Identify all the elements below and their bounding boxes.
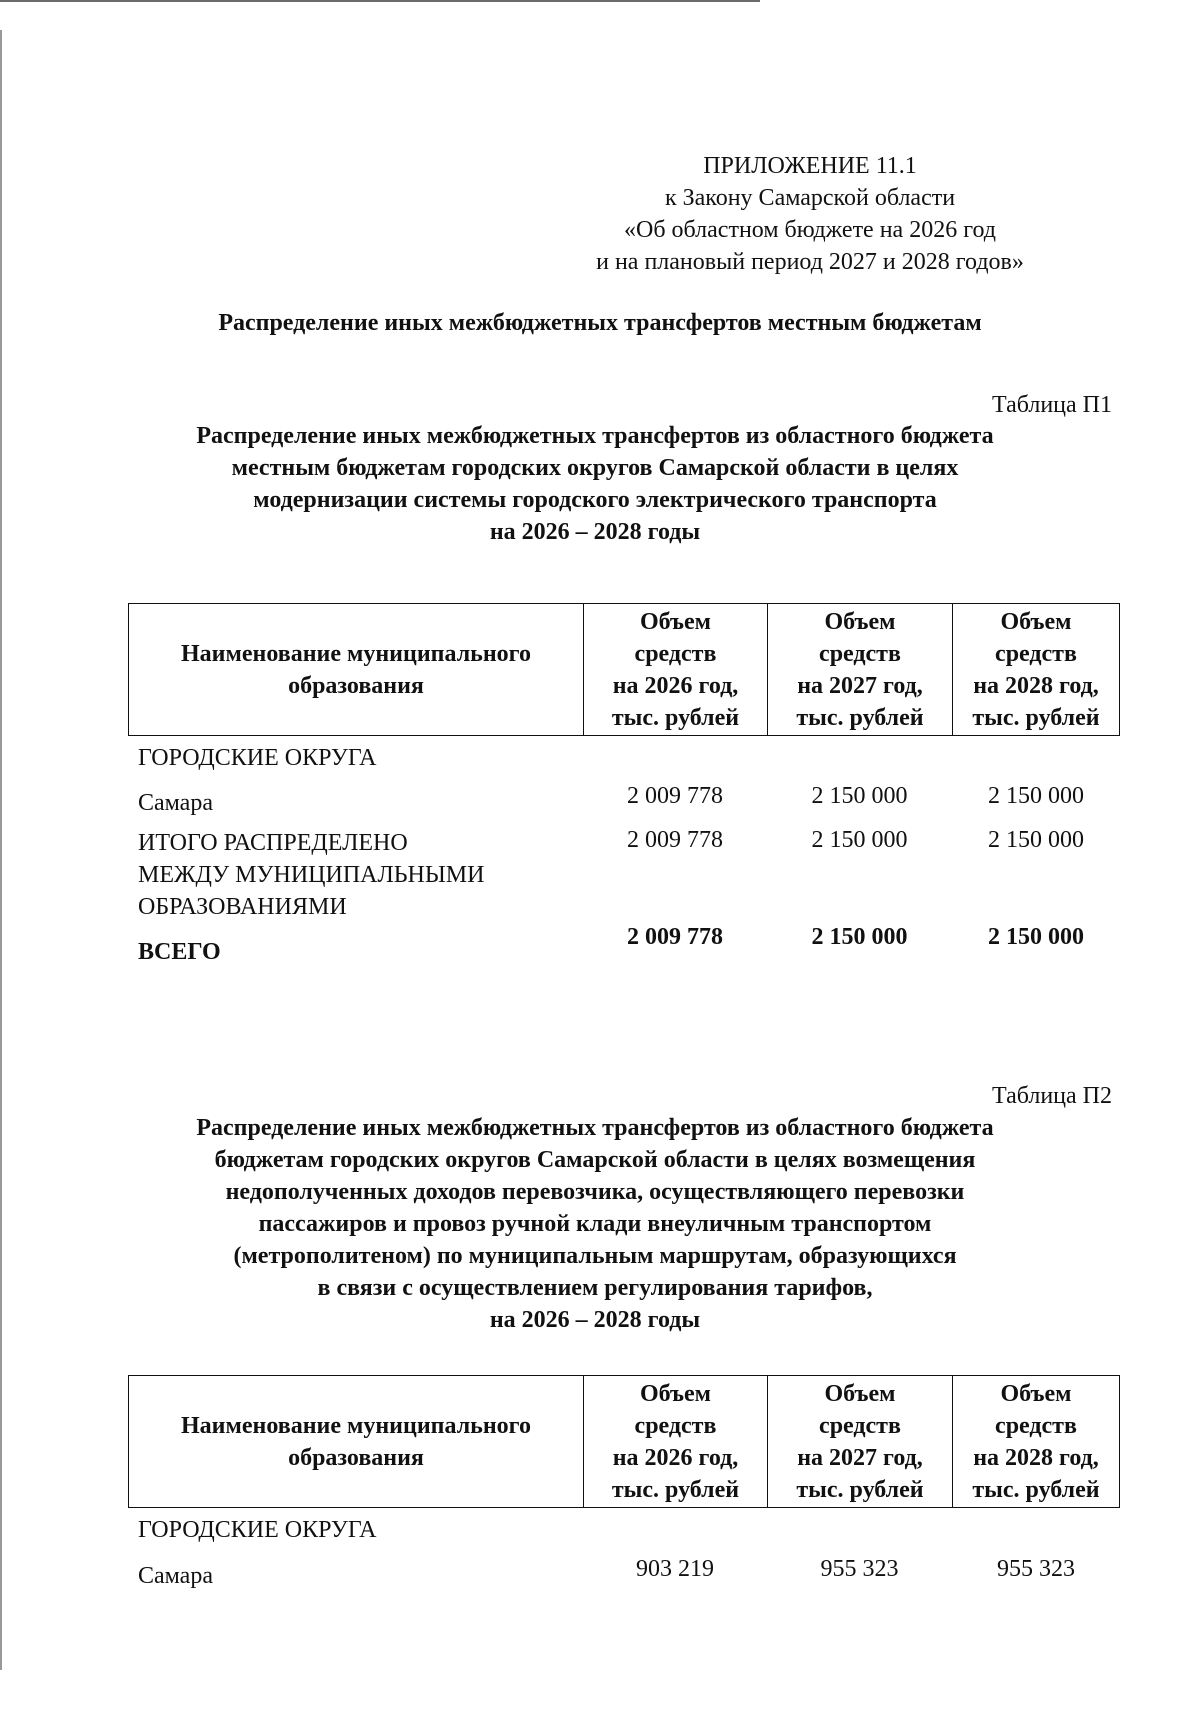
table-cell-2026-total: 2 009 778	[627, 924, 723, 950]
table-p2-title-line: недополученных доходов перевозчика, осуществляющего перевозки	[225, 1179, 965, 1205]
table-p2-title-line: в связи с осуществлением регулирования тарифов,	[317, 1275, 873, 1301]
table-row-total-name: ВСЕГО	[138, 939, 221, 965]
table-row-name: Самара	[138, 790, 213, 816]
column-header-2028: Объем средств на 2028 год, тыс. рублей	[972, 1380, 1100, 1503]
table-row-name: ИТОГО РАСПРЕДЕЛЕНО МЕЖДУ МУНИЦИПАЛЬНЫМИ ОБРАЗОВАНИЯМИ	[138, 830, 485, 920]
column-header-2027: Объем средств на 2027 год, тыс. рублей	[768, 1376, 953, 1507]
table-cell-2027: 955 323	[820, 1556, 899, 1582]
section-label-city-districts: ГОРОДСКИЕ ОКРУГА	[138, 745, 377, 771]
table-p2-title-line: пассажиров и провоз ручной клади внеуличным транспортом	[258, 1211, 932, 1237]
column-header-2026: Объем средств на 2026 год, тыс. рублей	[584, 604, 768, 735]
table-cell-2028: 955 323	[997, 1556, 1075, 1582]
table-cell-2028: 2 150 000	[988, 783, 1084, 809]
table-cell-2028: 2 150 000	[988, 827, 1084, 853]
appendix-line-4: и на плановый период 2027 и 2028 годов»	[596, 249, 1024, 275]
scan-edge-top	[0, 0, 760, 2]
table-cell-2026: 903 219	[636, 1556, 714, 1582]
column-header-municipality: Наименование муниципального образования	[129, 1376, 584, 1507]
table-p1-title-line: Распределение иных межбюджетных трансфертов из областного бюджета	[196, 423, 994, 449]
table-p1-title	[80, 420, 1110, 548]
table-p2-title-line: Распределение иных межбюджетных трансфертов из областного бюджета	[196, 1115, 994, 1141]
scan-edge-left	[0, 30, 2, 1670]
table-p1-header	[128, 603, 1120, 736]
section-label-city-districts: ГОРОДСКИЕ ОКРУГА	[138, 1517, 377, 1543]
table-row-name: Самара	[138, 1563, 213, 1589]
appendix-line-3: «Об областном бюджете на 2026 год	[624, 217, 996, 243]
column-header-2028: Объем средств на 2028 год, тыс. рублей	[972, 608, 1100, 731]
table-p2-title	[80, 1112, 1110, 1336]
column-header-2026: Объем средств на 2026 год, тыс. рублей	[584, 1376, 768, 1507]
table-cell-2028-total: 2 150 000	[988, 924, 1084, 950]
table-cell-2026: 2 009 778	[627, 827, 723, 853]
table-cell-2027: 2 150 000	[811, 783, 908, 809]
appendix-line-1: ПРИЛОЖЕНИЕ 11.1	[703, 153, 917, 179]
table-p2-label: Таблица П2	[992, 1083, 1112, 1109]
document-title: Распределение иных межбюджетных трансфертов местным бюджетам	[218, 310, 982, 336]
table-p2-title-line: бюджетам городских округов Самарской области в целях возмещения	[214, 1147, 976, 1173]
table-cell-2027: 2 150 000	[811, 827, 908, 853]
column-header-municipality: Наименование муниципального образования	[129, 604, 584, 735]
table-p2-header	[128, 1375, 1120, 1508]
table-p1-title-line: местным бюджетам городских округов Самарской области в целях	[231, 455, 959, 481]
table-p1-title-line: модернизации системы городского электрического транспорта	[253, 487, 937, 513]
table-p1-label: Таблица П1	[992, 392, 1112, 418]
table-p2-title-line: (метрополитеном) по муниципальным маршрутам, образующихся	[233, 1243, 957, 1269]
appendix-header	[530, 150, 1090, 278]
table-p1-title-line: на 2026 – 2028 годы	[489, 519, 701, 545]
table-cell-2027-total: 2 150 000	[811, 924, 908, 950]
appendix-line-2: к Закону Самарской области	[664, 185, 956, 211]
table-cell-2026: 2 009 778	[627, 783, 723, 809]
column-header-2027: Объем средств на 2027 год, тыс. рублей	[768, 604, 953, 735]
table-p2-title-line: на 2026 – 2028 годы	[489, 1307, 701, 1333]
